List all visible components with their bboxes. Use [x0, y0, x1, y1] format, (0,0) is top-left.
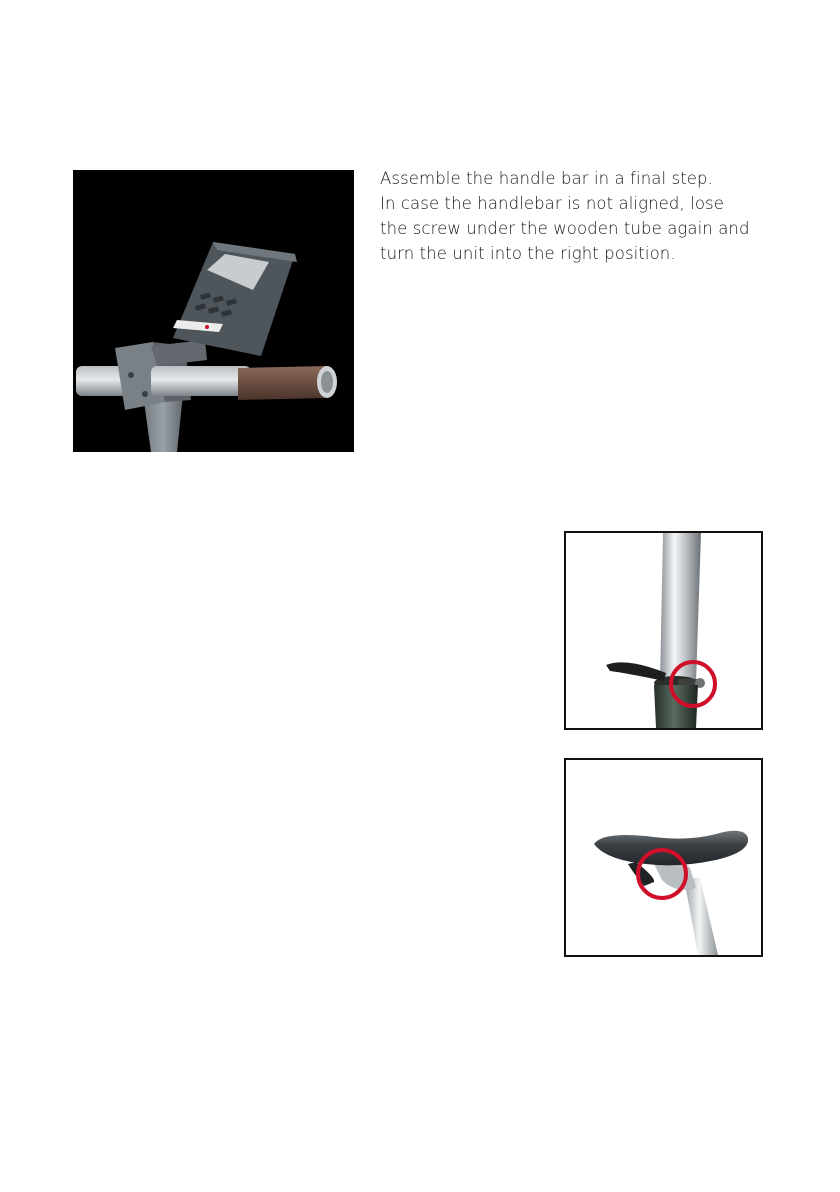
assembly-instructions: [380, 166, 780, 266]
instruction-line: In case the handlebar is not aligned, lose: [380, 194, 724, 213]
instruction-line: the screw under the wooden tube again and: [380, 219, 750, 238]
saddle-clamp-photo: [564, 758, 763, 957]
seatpost-clamp-photo: [564, 531, 763, 730]
instruction-line: turn the unit into the right position.: [380, 244, 676, 263]
handlebar-console-photo: [73, 170, 354, 452]
instruction-line: Assemble the handle bar in a final step.: [380, 169, 713, 188]
